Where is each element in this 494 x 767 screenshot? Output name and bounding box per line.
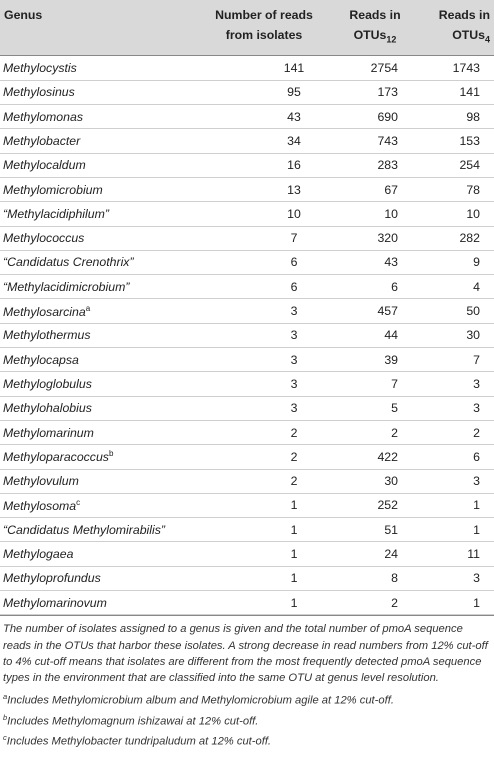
reads-otus4-cell: 11 xyxy=(418,542,494,566)
isolates-cell: 1 xyxy=(196,542,332,566)
reads-otus4-cell: 282 xyxy=(418,226,494,250)
genus-cell xyxy=(0,80,196,104)
footnote-marker: b xyxy=(108,449,114,459)
reads-otus12-cell: 43 xyxy=(332,250,418,274)
reads-otus4-cell: 30 xyxy=(418,323,494,347)
genus-name: Methylomarinovum xyxy=(3,595,107,610)
isolates-cell: 1 xyxy=(196,566,332,590)
reads-otus4-cell: 6 xyxy=(418,445,494,469)
reads-otus4-cell: 1 xyxy=(418,518,494,542)
isolates-cell: 6 xyxy=(196,275,332,299)
header-genus: Genus xyxy=(0,0,196,56)
genus-name: Methylohalobius xyxy=(3,401,92,416)
reads-otus12-cell: 743 xyxy=(332,129,418,153)
footnotes xyxy=(3,689,491,749)
genus-cell xyxy=(0,323,196,347)
reads-otus12-cell: 457 xyxy=(332,299,418,323)
reads-otus12-cell: 422 xyxy=(332,445,418,469)
isolates-cell: 3 xyxy=(196,396,332,420)
table-row xyxy=(0,129,494,153)
genus-name: Methylogaea xyxy=(3,547,74,562)
reads-otus12-cell: 690 xyxy=(332,105,418,129)
table-notes xyxy=(0,615,494,749)
reads-otus12-cell: 5 xyxy=(332,396,418,420)
isolates-cell: 3 xyxy=(196,299,332,323)
reads-otus12-cell: 2 xyxy=(332,420,418,444)
reads-otus4-cell: 4 xyxy=(418,275,494,299)
table-row xyxy=(0,105,494,129)
reads-otus12-cell: 252 xyxy=(332,493,418,517)
footnote-text: Includes Methylomicrobium album and Methylomicrobium agile at 12% cut-off. xyxy=(7,695,394,708)
table-row xyxy=(0,542,494,566)
genus-name: Methylomicrobium xyxy=(3,182,103,197)
genus-cell xyxy=(0,250,196,274)
table-row xyxy=(0,299,494,323)
table-row xyxy=(0,469,494,493)
genus-cell xyxy=(0,153,196,177)
table-row xyxy=(0,420,494,444)
genus-cell xyxy=(0,299,196,323)
header-reads-otus12 xyxy=(332,0,418,56)
footnote xyxy=(3,710,491,730)
reads-otus12-cell: 30 xyxy=(332,469,418,493)
header-reads-otus4-text: Reads in OTUs xyxy=(438,8,490,42)
footnote-mark: a xyxy=(3,692,8,702)
reads-otus4-cell: 3 xyxy=(418,566,494,590)
reads-otus4-cell: 10 xyxy=(418,202,494,226)
genus-cell xyxy=(0,275,196,299)
reads-otus4-cell: 1 xyxy=(418,493,494,517)
table-row xyxy=(0,250,494,274)
reads-otus4-cell: 153 xyxy=(418,129,494,153)
genus-name: Methylothermus xyxy=(3,328,91,343)
isolates-cell: 3 xyxy=(196,323,332,347)
reads-otus12-cell: 283 xyxy=(332,153,418,177)
genus-cell xyxy=(0,56,196,80)
table-caption: The number of isolates assigned to a genus is given and the total number of pmoA sequence reads in the OTUs that harbor these isolates. A strong decrease in read numbers from 12% cut-off to 4% cut-off means that isolates are different from the most frequently detected pmoA sequence types in the environment that are classified into the same OTU at genus level resolution. xyxy=(3,623,488,685)
reads-otus4-cell: 3 xyxy=(418,372,494,396)
reads-otus4-cell: 1743 xyxy=(418,56,494,80)
footnote-text: Includes Methylomagnum ishizawai at 12% cut-off. xyxy=(7,715,259,728)
table-row xyxy=(0,202,494,226)
reads-otus12-cell: 2754 xyxy=(332,56,418,80)
reads-otus4-cell: 2 xyxy=(418,420,494,444)
reads-otus12-cell: 2 xyxy=(332,590,418,614)
footnote-marker: a xyxy=(85,303,91,313)
footnote-text: Includes Methylobacter tundripaludum at 12% cut-off. xyxy=(6,735,272,748)
isolates-cell: 1 xyxy=(196,590,332,614)
genus-cell xyxy=(0,348,196,372)
table-row xyxy=(0,493,494,517)
genus-name: Methylobacter xyxy=(3,133,81,148)
reads-otus4-cell: 254 xyxy=(418,153,494,177)
table-row xyxy=(0,372,494,396)
isolates-cell: 16 xyxy=(196,153,332,177)
genus-name: Methylococcus xyxy=(3,231,85,246)
genus-name: Methylocapsa xyxy=(3,352,79,367)
reads-otus12-cell: 6 xyxy=(332,275,418,299)
genus-name: Methyloglobulus xyxy=(3,376,92,391)
table-header xyxy=(0,0,494,56)
footnote-mark: c xyxy=(3,732,7,742)
table-row xyxy=(0,323,494,347)
reads-otus4-cell: 78 xyxy=(418,177,494,201)
genus-cell xyxy=(0,105,196,129)
genus-cell xyxy=(0,445,196,469)
genus-name: Methylovulum xyxy=(3,474,79,489)
isolates-cell: 3 xyxy=(196,372,332,396)
isolates-cell: 1 xyxy=(196,493,332,517)
reads-otus4-cell: 9 xyxy=(418,250,494,274)
isolates-cell: 34 xyxy=(196,129,332,153)
header-reads-otus12-text: Reads in OTUs xyxy=(349,8,401,42)
table-row xyxy=(0,566,494,590)
genus-name: Methylosoma xyxy=(3,498,77,513)
genus-name: “Methylacidimicrobium” xyxy=(3,279,130,294)
table-row xyxy=(0,396,494,420)
genus-name: “Candidatus Crenothrix” xyxy=(3,255,134,270)
genus-cell xyxy=(0,566,196,590)
reads-otus12-cell: 67 xyxy=(332,177,418,201)
table-body xyxy=(0,56,494,615)
reads-otus12-cell: 10 xyxy=(332,202,418,226)
isolates-cell: 141 xyxy=(196,56,332,80)
isolates-cell: 2 xyxy=(196,420,332,444)
isolates-cell: 1 xyxy=(196,518,332,542)
reads-otus4-cell: 141 xyxy=(418,80,494,104)
reads-otus12-cell: 7 xyxy=(332,372,418,396)
table-row xyxy=(0,177,494,201)
genus-cell xyxy=(0,372,196,396)
genus-name: Methyloparacoccus xyxy=(3,450,109,465)
genus-cell xyxy=(0,129,196,153)
footnote xyxy=(3,689,491,709)
table-row xyxy=(0,590,494,614)
reads-otus12-cell: 39 xyxy=(332,348,418,372)
isolates-cell: 13 xyxy=(196,177,332,201)
isolates-cell: 2 xyxy=(196,469,332,493)
reads-otus12-cell: 320 xyxy=(332,226,418,250)
isolates-cell: 2 xyxy=(196,445,332,469)
genus-cell xyxy=(0,469,196,493)
table-row xyxy=(0,153,494,177)
genus-cell xyxy=(0,493,196,517)
genus-cell xyxy=(0,542,196,566)
genus-name: Methylomarinum xyxy=(3,425,94,440)
reads-otus4-cell: 1 xyxy=(418,590,494,614)
genus-cell xyxy=(0,518,196,542)
reads-otus4-cell: 3 xyxy=(418,469,494,493)
genus-cell xyxy=(0,420,196,444)
header-reads-otus4 xyxy=(418,0,494,56)
table-row xyxy=(0,275,494,299)
footnote-mark: b xyxy=(3,712,8,722)
genus-name: Methyloprofundus xyxy=(3,571,101,586)
genus-name: Methylocystis xyxy=(3,61,77,76)
genus-name: Methylomonas xyxy=(3,109,83,124)
isolates-cell: 3 xyxy=(196,348,332,372)
reads-otus4-cell: 50 xyxy=(418,299,494,323)
genus-cell xyxy=(0,396,196,420)
footnote xyxy=(3,730,491,750)
isolates-cell: 10 xyxy=(196,202,332,226)
genus-name: Methylosarcina xyxy=(3,304,86,319)
table-row xyxy=(0,445,494,469)
reads-otus12-cell: 8 xyxy=(332,566,418,590)
genus-name: Methylosinus xyxy=(3,85,75,100)
genus-name: “Candidatus Methylomirabilis” xyxy=(3,522,165,537)
header-isolates: Number of reads from isolates xyxy=(196,0,332,56)
genus-cell xyxy=(0,590,196,614)
isolates-cell: 43 xyxy=(196,105,332,129)
isolates-cell: 7 xyxy=(196,226,332,250)
genus-name: Methylocaldum xyxy=(3,158,86,173)
reads-otus4-cell: 3 xyxy=(418,396,494,420)
reads-otus4-cell: 98 xyxy=(418,105,494,129)
header-row xyxy=(0,0,494,56)
genus-cell xyxy=(0,226,196,250)
genus-cell xyxy=(0,177,196,201)
header-reads-otus12-sub: 12 xyxy=(386,34,397,45)
reads-otus12-cell: 44 xyxy=(332,323,418,347)
isolates-cell: 6 xyxy=(196,250,332,274)
table-row xyxy=(0,80,494,104)
table-row xyxy=(0,518,494,542)
table-row xyxy=(0,226,494,250)
footnote-marker: c xyxy=(76,497,81,507)
reads-otus4-cell: 7 xyxy=(418,348,494,372)
table-row xyxy=(0,56,494,80)
reads-otus12-cell: 24 xyxy=(332,542,418,566)
reads-otus12-cell: 51 xyxy=(332,518,418,542)
header-reads-otus4-sub: 4 xyxy=(484,34,490,45)
isolates-cell: 95 xyxy=(196,80,332,104)
table-row xyxy=(0,348,494,372)
reads-otus12-cell: 173 xyxy=(332,80,418,104)
genus-name: “Methylacidiphilum” xyxy=(3,206,109,221)
genus-cell xyxy=(0,202,196,226)
